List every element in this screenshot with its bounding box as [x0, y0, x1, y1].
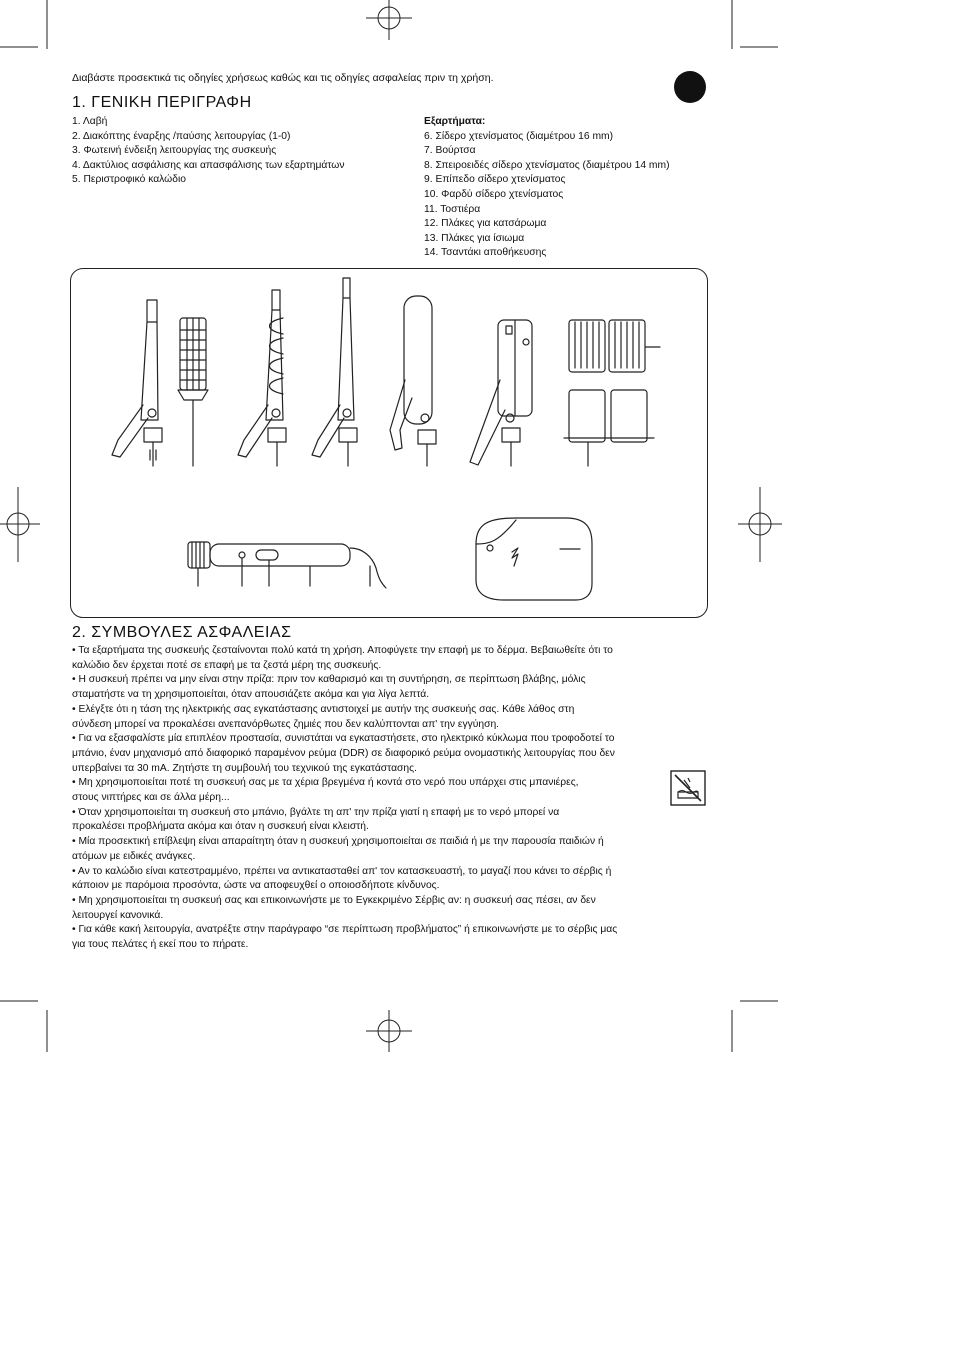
list-item: 6. Σίδερο χτενίσματος (διαμέτρου 16 mm)	[424, 130, 614, 142]
safety-paragraph: • Για να εξασφαλίστε μία επιπλέον προστασία, συνιστάται να εγκαταστήσετε, στο ηλεκτρικό κύκλωμα που τροφοδοτεί το μπάνιο, έναν μηχανισμό από διαφορικό παραμένον ρεύμα (DDR) σε διαφορικό ρεύμα ονομαστικής λειτουργίας που δεν υπερβαίνει τα 30 mA. Ζητήστε τη συμβουλή του τεχνικού της εγκατάστασης.	[72, 733, 615, 774]
list-item: 3. Φωτεινή ένδειξη λειτουργίας της συσκευής	[72, 145, 277, 157]
safety-paragraph: • Η συσκευή πρέπει να μην είναι στην πρίζα: πριν τον καθαρισμό και τη συντήρηση, σε περίπτωση βλάβης, μόλις σταματήστε να τη χρησιμοποιείται, όταν απουσιάζετε ακόμα και για λίγα λεπτά.	[72, 674, 586, 701]
brush-drawing	[178, 318, 208, 466]
safety-paragraph: • Για κάθε κακή λειτουργία, ανατρέξτε στην παράγραφο “σε περίπτωση προβλήματος” ή επικοινωνήστε με το σέρβις μας για τους πελάτες ή εκεί που το πήρατε.	[72, 924, 618, 951]
intro-text: Διαβάστε προσεκτικά τις οδηγίες χρήσεως καθώς και τις οδηγίες ασφαλείας πριν τη χρήση.	[72, 72, 494, 84]
list-item: 4. Δακτύλιος ασφάλισης και απασφάλισης των εξαρτημάτων	[72, 159, 345, 171]
storage-bag-drawing	[476, 518, 592, 600]
flat-iron-drawing	[312, 278, 357, 466]
safety-paragraph: • Τα εξαρτήματα της συσκευής ζεσταίνονται πολύ κατά τη χρήση. Αποφύγετε την επαφή με το δέρμα. Βεβαιωθείτε ότι το καλώδιο δεν έρχεται ποτέ σε επαφή με τα ζεστά μέρη της συσκευής.	[72, 645, 613, 671]
list-item: 8. Σπειροειδές σίδερο χτενίσματος (διαμέτρου 14 mm)	[424, 159, 670, 171]
curling-iron-16mm-drawing	[112, 300, 162, 466]
wide-iron-drawing	[390, 296, 436, 466]
safety-paragraph: • Όταν χρησιμοποιείται τη συσκευή στο μπάνιο, βγάλτε τη απ' την πρίζα γιατί η επαφή με το νερό μπορεί να προκαλέσει προβλήματα ακόμα και όταν η συσκευή είναι κλειστή.	[72, 806, 560, 833]
list-item: 14. Τσαντάκι αποθήκευσης	[424, 247, 547, 259]
crimper-drawing	[470, 320, 532, 466]
safety-paragraph: • Αν το καλώδιο είναι κατεστραμμένο, πρέπει να αντικατασταθεί απ' τον κατασκευαστή, το μαγαζί που κάνει το σέρβις ή κάποιον με παρόμοια προσόντα, ώστε να αποφευχθεί ο οποιοσδήποτε κίνδυνος.	[72, 865, 612, 892]
list-item: 2. Διακόπτης έναρξης /παύσης λειτουργίας (1-0)	[72, 130, 291, 142]
handle-drawing	[188, 542, 386, 588]
safety-paragraph: • Μη χρησιμοποιείται τη συσκευή σας και επικοινωνήστε με το Εγκεκριμένο Σέρβις αν: η συσκευή σας πέσει, αν δεν λειτουργεί κανονικά.	[72, 894, 596, 921]
list-item: 12. Πλάκες για κατσάρωμα	[424, 218, 547, 230]
list-item: 1. Λαβή	[72, 116, 108, 127]
list-item: 13. Πλάκες για ίσιωμα	[424, 232, 525, 244]
list-item: 11. Τοστιέρα	[424, 203, 481, 215]
accessories-heading: Εξαρτήματα:	[424, 116, 486, 127]
section1-title: 1. ΓΕΝΙΚΗ ΠΕΡΙΓΡΑΦΗ	[72, 94, 252, 111]
safety-text	[72, 644, 712, 953]
section2-title: 2. ΣΥΜΒΟΥΛΕΣ ΑΣΦΑΛΕΙΑΣ	[72, 624, 292, 641]
plates-drawing	[564, 320, 660, 466]
spiral-iron-drawing	[238, 290, 286, 466]
list-item: 9. Επίπεδο σίδερο χτενίσματος	[424, 174, 566, 186]
list-item: 7. Βούρτσα	[424, 145, 476, 157]
no-water-warning-icon	[670, 770, 706, 806]
safety-paragraph: • Μία προσεκτική επίβλεψη είναι απαραίτητη όταν η συσκευή χρησιμοποιείται σε παιδιά ή με την παρουσία παιδιών ή ατόμων με ειδικές ανάγκες.	[72, 836, 604, 862]
list-item: 10. Φαρδύ σίδερο χτενίσματος	[424, 188, 564, 200]
list-item: 5. Περιστροφικό καλώδιο	[72, 174, 186, 186]
safety-paragraph: • Ελέγξτε ότι η τάση της ηλεκτρικής σας εγκατάστασης αντιστοιχεί με αυτήν της συσκευής σας. Κάθε λάθος στη σύνδεση μπορεί να προκαλέσει ανεπανόρθωτες ζημιές που δεν καλύπτονται απ' την εγγύηση.	[72, 703, 575, 730]
safety-paragraph: • Μη χρησιμοποιείται ποτέ τη συσκευή σας με τα χέρια βρεγμένα ή κοντά στο νερό που υπάρχει στις μπανιέρες, στους νιπτήρες και σε άλλα μέρη...	[72, 777, 579, 804]
